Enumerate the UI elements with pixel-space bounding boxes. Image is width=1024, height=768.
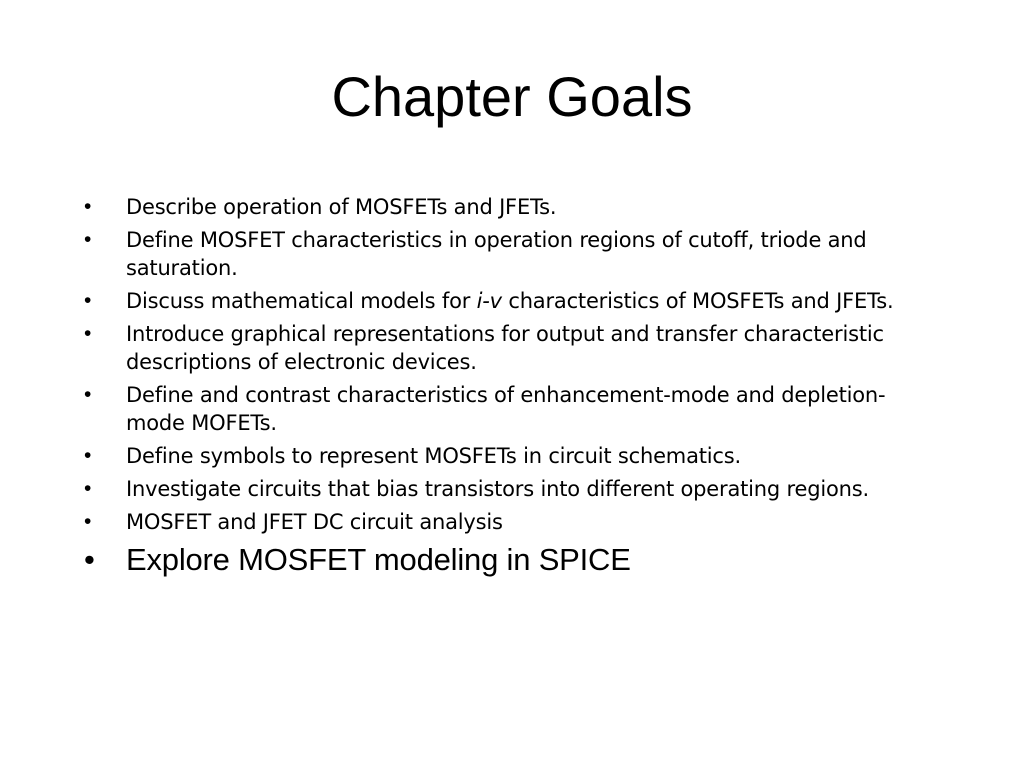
bullet-text-pre: Discuss mathematical models for	[126, 289, 477, 313]
bullet-dot: •	[84, 195, 92, 218]
bullet-text: Define and contrast characteristics of enhancement-mode and depletion-mode MOFETs.	[126, 383, 886, 435]
bullet-text: Introduce graphical representations for output and transfer characteristic descriptions of electronic devices.	[126, 322, 884, 374]
bullet-item	[84, 381, 944, 437]
bullet-dot: •	[84, 383, 92, 406]
bullet-text-post: characteristics of MOSFETs and JFETs.	[501, 289, 894, 313]
bullet-text: Describe operation of MOSFETs and JFETs.	[126, 195, 557, 219]
bullet-item-large	[84, 541, 944, 579]
bullet-text-italic: i-v	[476, 289, 502, 313]
slide-title: Chapter Goals	[331, 65, 693, 128]
bullet-item	[84, 193, 944, 221]
bullet-dot: •	[84, 510, 92, 533]
bullet-text: Define symbols to represent MOSFETs in circuit schematics.	[126, 444, 741, 468]
bullet-dot: •	[84, 477, 92, 500]
bullet-dot: •	[84, 228, 92, 251]
bullet-item	[84, 320, 944, 376]
bullet-dot: •	[84, 542, 95, 577]
bullet-text: MOSFET and JFET DC circuit analysis	[126, 510, 503, 534]
bullet-item	[84, 475, 944, 503]
bullet-text: Explore MOSFET modeling in SPICE	[126, 542, 631, 577]
bullet-dot: •	[84, 444, 92, 467]
bullet-list	[84, 193, 944, 584]
bullet-item	[84, 508, 944, 536]
bullet-dot: •	[84, 289, 92, 312]
bullet-item	[84, 226, 944, 282]
bullet-item	[84, 287, 944, 315]
bullet-text: Define MOSFET characteristics in operation regions of cutoff, triode and saturation.	[126, 228, 867, 280]
bullet-item	[84, 442, 944, 470]
bullet-text: Investigate circuits that bias transistors into different operating regions.	[126, 477, 869, 501]
bullet-dot: •	[84, 322, 92, 345]
